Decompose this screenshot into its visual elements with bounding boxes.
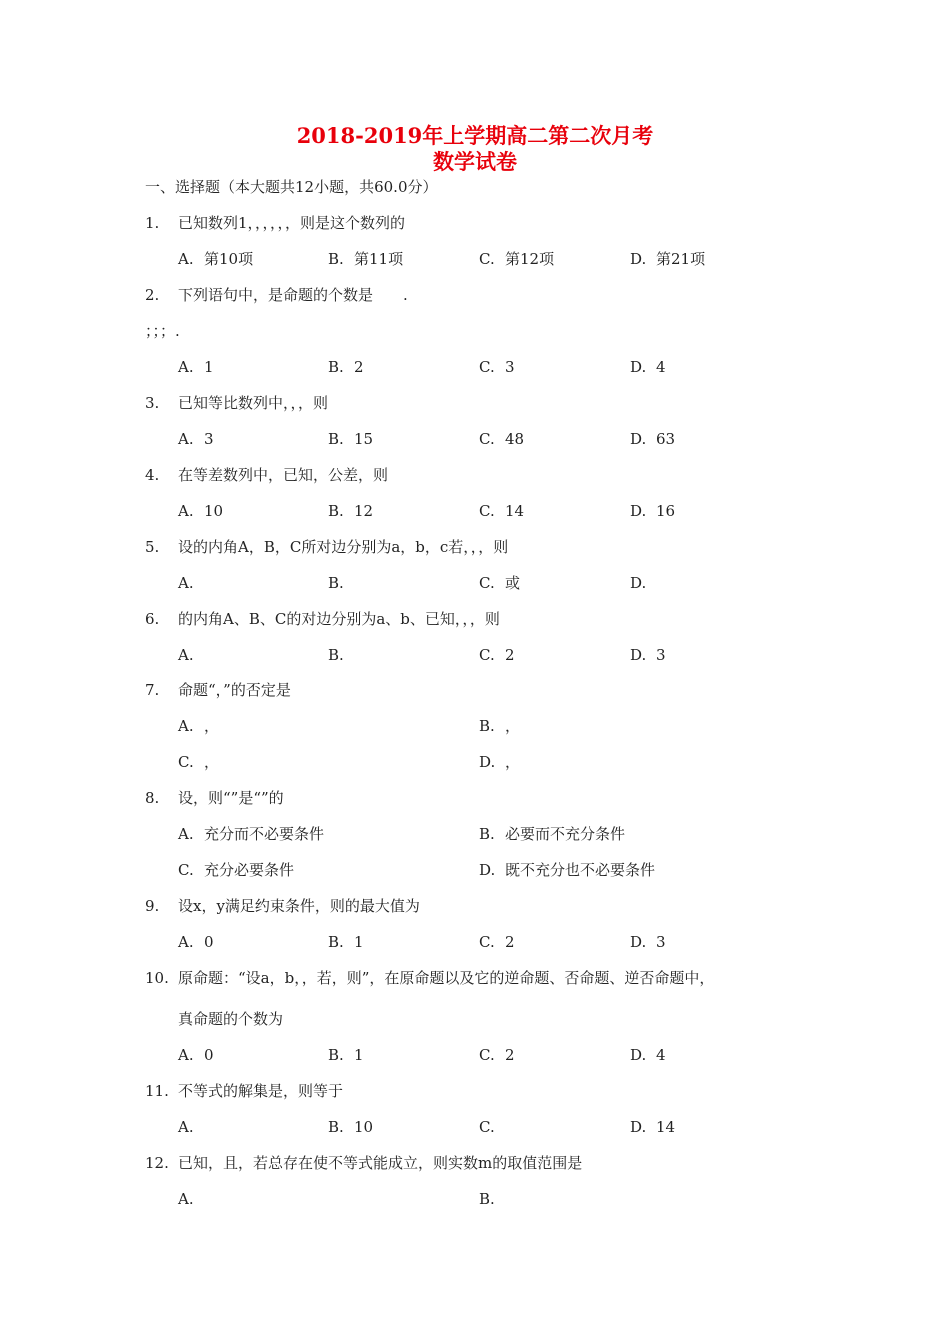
option-b: B. 12 — [328, 502, 374, 520]
option-a: A. — [178, 1190, 194, 1208]
option-d: D. 4 — [630, 1046, 666, 1064]
section-heading: 一、选择题（本大题共12小题，共60.0分） — [145, 178, 438, 196]
option-c: C. 48 — [479, 430, 525, 448]
question-number: 7. — [145, 681, 160, 699]
option-d: D. 16 — [630, 502, 676, 520]
option-a: A. — [178, 1118, 194, 1136]
option-b: B. 必要而不充分条件 — [479, 825, 626, 843]
option-d: D. 3 — [630, 933, 666, 951]
option-b: B. 15 — [328, 430, 374, 448]
question-number: 4. — [145, 466, 160, 484]
option-d: D. 63 — [630, 430, 676, 448]
option-b: B. — [328, 574, 344, 592]
option-c: C. 2 — [479, 646, 515, 664]
option-b: B. — [479, 1190, 495, 1208]
option-d: D. — [630, 574, 647, 592]
option-d: D. ， — [479, 753, 521, 771]
option-d: D. 4 — [630, 358, 666, 376]
option-a: A. ， — [178, 717, 220, 735]
question-number: 3. — [145, 394, 160, 412]
option-a: A. 充分而不必要条件 — [178, 825, 325, 843]
question-number: 10. — [145, 969, 169, 987]
question-number: 8. — [145, 789, 160, 807]
option-a: A. 3 — [178, 430, 214, 448]
option-a: A. 第10项 — [178, 250, 254, 268]
option-b: B. 10 — [328, 1118, 374, 1136]
exam-subtitle: 数学试卷 — [433, 149, 517, 174]
question-stem: 命题“，”的否定是 — [178, 681, 291, 699]
option-b: B. 第11项 — [328, 250, 404, 268]
option-a: A. 10 — [178, 502, 224, 520]
question-stem: 设，则“”是“”的 — [178, 789, 284, 807]
option-c: C. — [479, 1118, 495, 1136]
question-stem-continued: 真命题的个数为 — [178, 1010, 284, 1028]
question-stem: 下列语句中，是命题的个数是 . — [178, 286, 408, 304]
question-number: 6. — [145, 610, 160, 628]
question-number: 9. — [145, 897, 160, 915]
option-c: C. 第12项 — [479, 250, 555, 268]
option-c: C. 或 — [479, 574, 521, 592]
question-stem: 不等式的解集是，则等于 — [178, 1082, 344, 1100]
question-number: 2. — [145, 286, 160, 304]
option-b: B. 1 — [328, 933, 364, 951]
option-a: A. 0 — [178, 1046, 214, 1064]
question-stem: 的内角A、B、C的对边分别为a、b、已知，，，则 — [178, 610, 500, 628]
exam-title: 2018-2019年上学期高二第二次月考 — [296, 123, 654, 148]
question-stem: 已知等比数列中，，，则 — [178, 394, 329, 412]
option-c: C. 3 — [479, 358, 515, 376]
question-number: 1. — [145, 214, 160, 232]
option-d: D. 既不充分也不必要条件 — [479, 861, 656, 879]
question-stem: 原命题：“设a，b，，若，则”，在原命题以及它的逆命题、否命题、逆否命题中， — [178, 969, 715, 987]
option-d: D. 3 — [630, 646, 666, 664]
option-c: C. 充分必要条件 — [178, 861, 295, 879]
option-d: D. 第21项 — [630, 250, 706, 268]
option-b: B. 2 — [328, 358, 364, 376]
question-number: 5. — [145, 538, 160, 556]
option-b: B. — [328, 646, 344, 664]
option-b: B. 1 — [328, 1046, 364, 1064]
option-a: A. 0 — [178, 933, 214, 951]
option-a: A. — [178, 574, 194, 592]
question-extra-line: ；；；. — [145, 322, 180, 340]
question-stem: 已知，且，若总存在使不等式能成立，则实数m的取值范围是 — [178, 1154, 583, 1172]
option-a: A. — [178, 646, 194, 664]
question-stem: 设x，y满足约束条件，则的最大值为 — [178, 897, 420, 915]
option-a: A. 1 — [178, 358, 214, 376]
option-d: D. 14 — [630, 1118, 676, 1136]
question-number: 11. — [145, 1082, 169, 1100]
option-c: C. 2 — [479, 1046, 515, 1064]
option-c: C. ， — [178, 753, 220, 771]
option-c: C. 2 — [479, 933, 515, 951]
question-stem: 在等差数列中，已知，公差，则 — [178, 466, 389, 484]
option-c: C. 14 — [479, 502, 525, 520]
question-stem: 设的内角A，B，C所对边分别为a，b，c若，，，则 — [178, 538, 509, 556]
option-b: B. ， — [479, 717, 521, 735]
question-stem: 已知数列1，，，，，，则是这个数列的 — [178, 214, 406, 232]
question-number: 12. — [145, 1154, 169, 1172]
